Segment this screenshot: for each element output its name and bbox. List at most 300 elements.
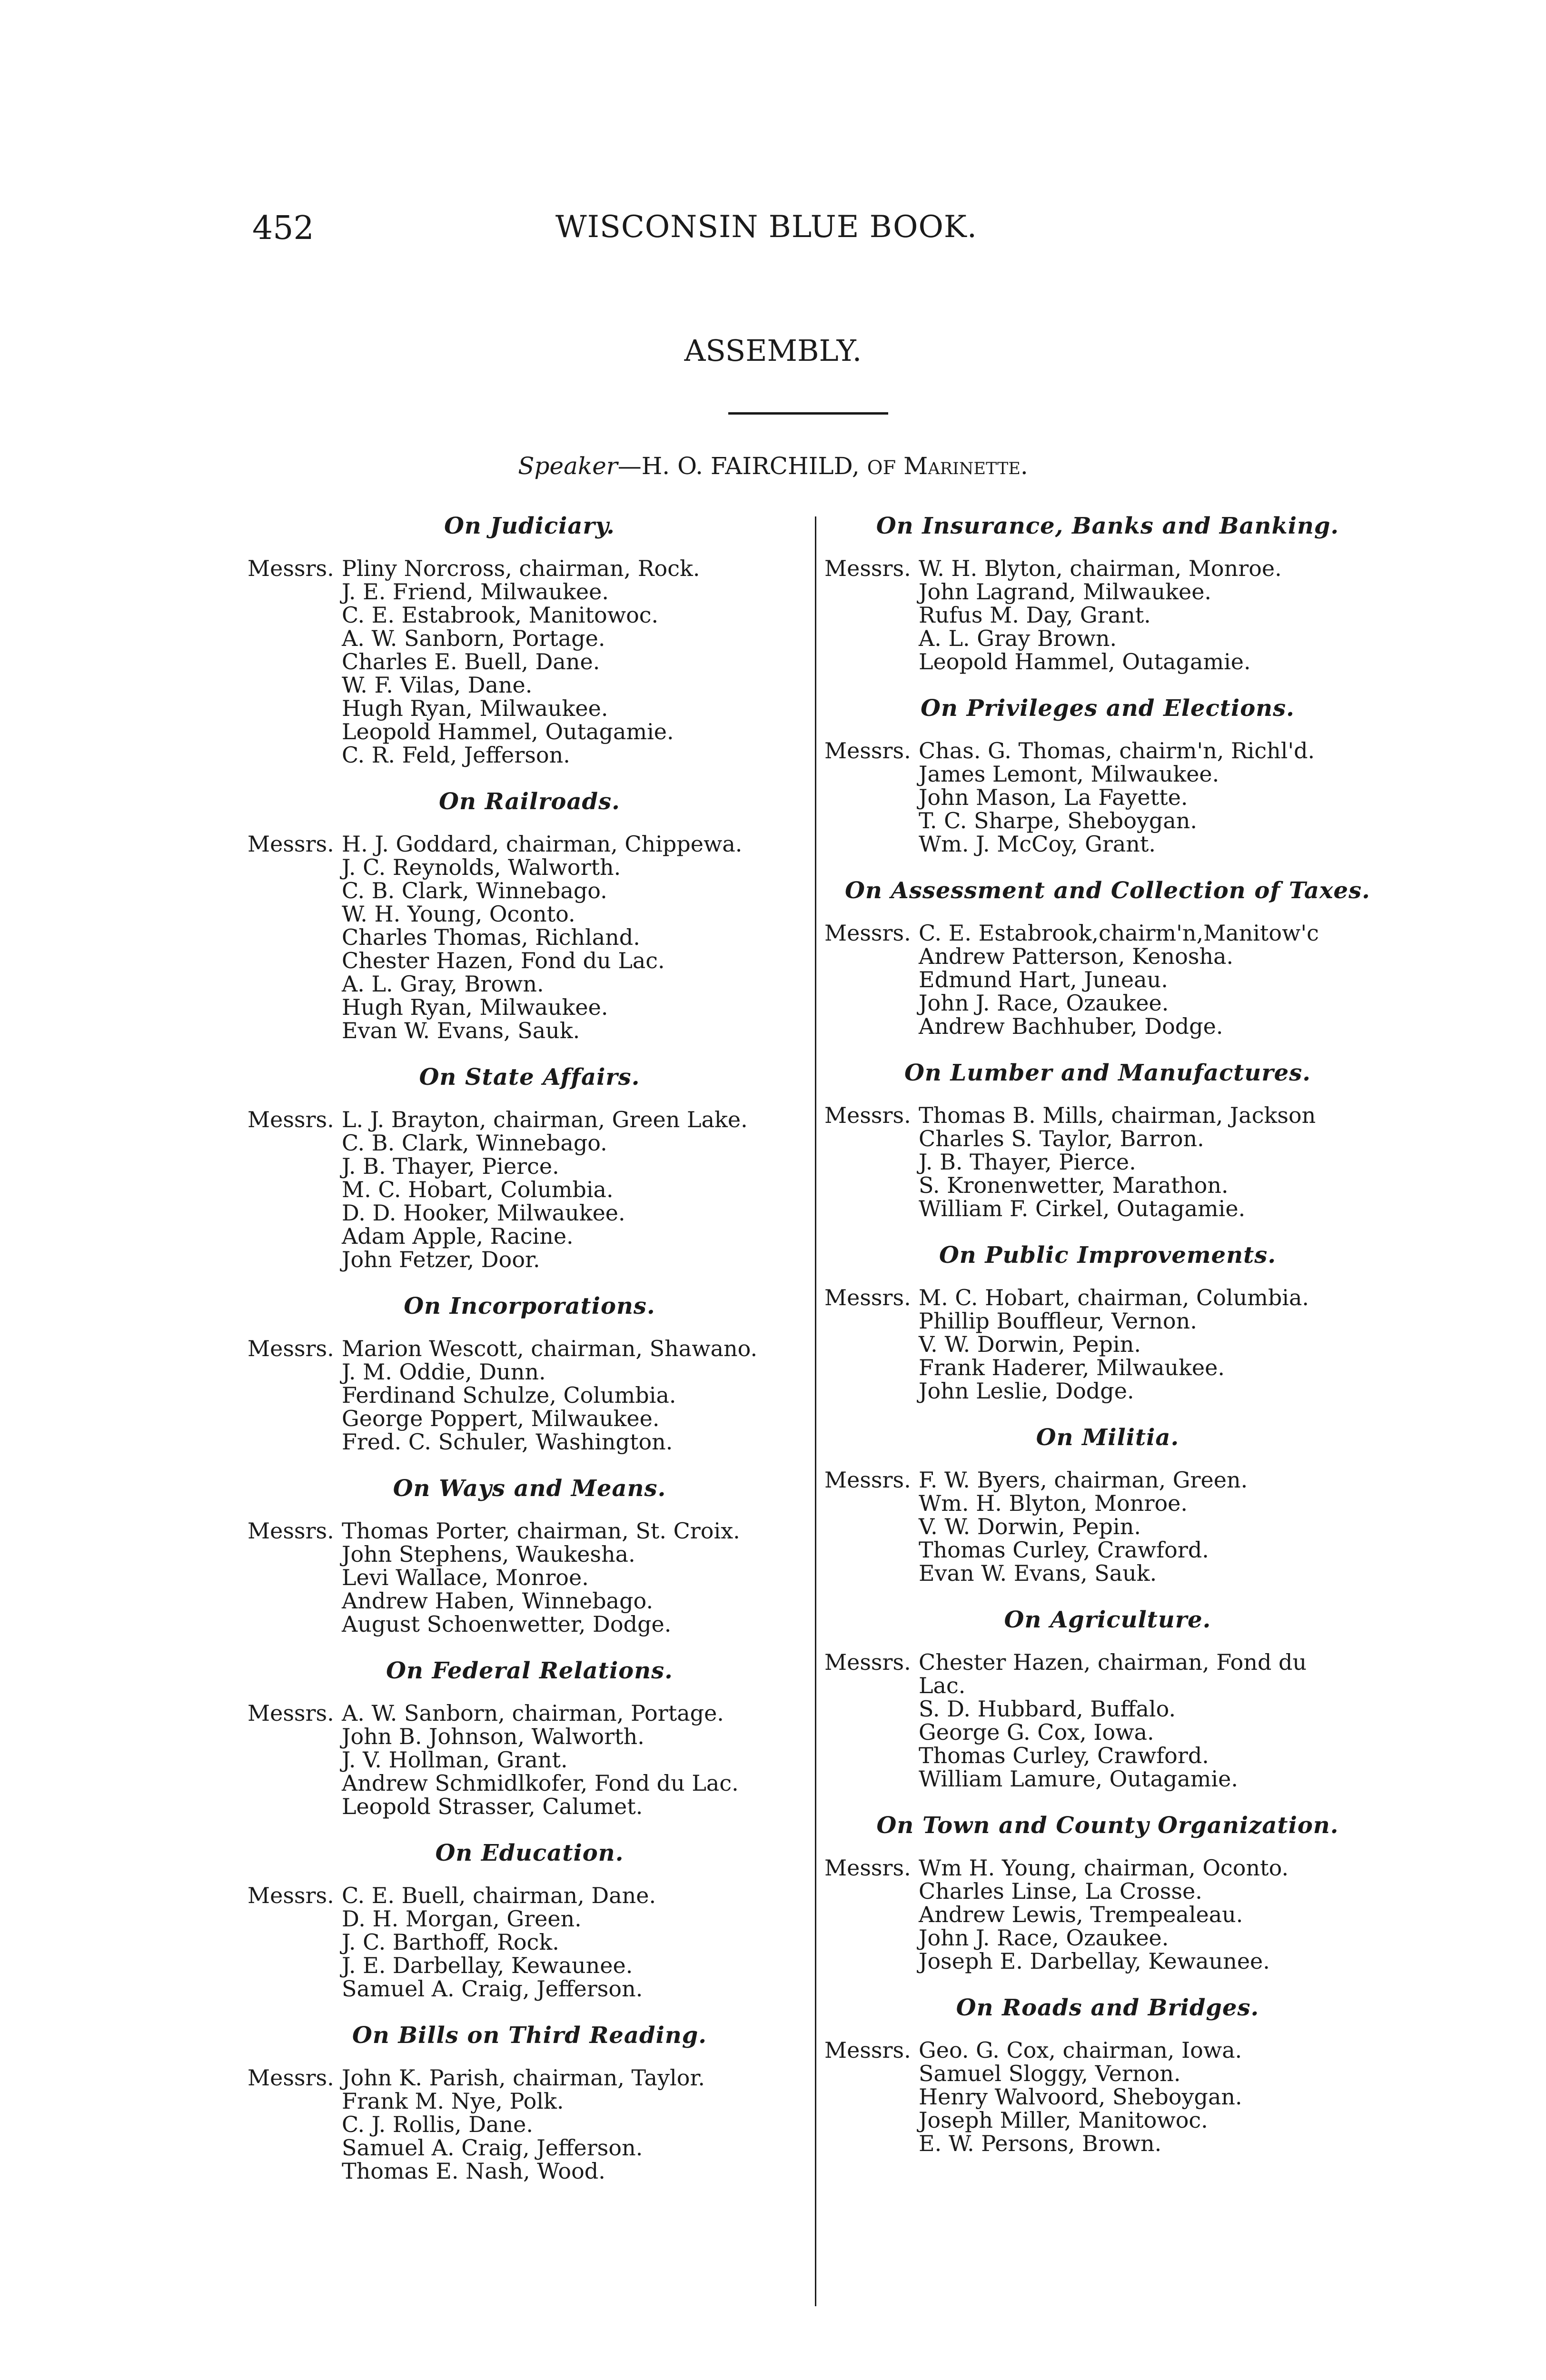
messrs-prefix: Messrs. [824, 1467, 911, 1493]
messrs-prefix [248, 1201, 342, 1225]
member-line [248, 580, 812, 604]
speaker-line [0, 452, 1546, 480]
member-line [824, 1015, 1391, 1038]
messrs-prefix: Messrs. [824, 2037, 911, 2063]
messrs-prefix [824, 604, 919, 627]
messrs-prefix [248, 1019, 342, 1042]
member-line [248, 1725, 812, 1748]
messrs-prefix: Messrs. [248, 1700, 334, 1726]
member-name: W. H. Blyton, chairman, Monroe. [919, 555, 1282, 581]
messrs-prefix [248, 926, 342, 949]
messrs-prefix [824, 1492, 919, 1515]
member-line [824, 1286, 1391, 1309]
member-line [248, 650, 812, 674]
member-name: J. C. Reynolds, Walworth. [342, 854, 621, 880]
messrs-prefix [248, 1155, 342, 1178]
member-line [248, 627, 812, 650]
member-line [824, 1174, 1391, 1197]
member-line [248, 1977, 812, 2001]
member-line [248, 1337, 812, 1360]
messrs-prefix [824, 1356, 919, 1379]
messrs-prefix: Messrs. [824, 1102, 911, 1128]
member-line [824, 992, 1391, 1015]
member-line [824, 1515, 1391, 1538]
member-list [824, 1856, 1391, 1973]
member-name: A. W. Sanborn, Portage. [342, 625, 605, 651]
messrs-prefix: Messrs. [248, 1518, 334, 1544]
member-line [248, 674, 812, 697]
member-line [248, 2090, 812, 2113]
member-line [824, 786, 1391, 809]
member-line [248, 833, 812, 856]
member-name: S. Kronenwetter, Marathon. [919, 1172, 1229, 1198]
member-line [824, 1492, 1391, 1515]
messrs-prefix [824, 763, 919, 786]
committee-title: On Railroads. [439, 788, 620, 815]
member-name: J. C. Barthoff, Rock. [342, 1929, 559, 1955]
member-line [824, 945, 1391, 968]
member-name: John J. Race, Ozaukee. [919, 1925, 1169, 1951]
left-column [248, 514, 812, 2206]
member-name: Chas. G. Thomas, chairm'n, Richl'd. [919, 738, 1315, 764]
committee-title: On Public Improvements. [939, 1242, 1277, 1269]
messrs-prefix [248, 1931, 342, 1954]
messrs-prefix [248, 1613, 342, 1636]
committee-on-incorporations [248, 1294, 812, 1454]
member-name: L. J. Brayton, chairman, Green Lake. [342, 1107, 748, 1132]
messrs-prefix [248, 1566, 342, 1589]
member-line [824, 1767, 1391, 1791]
member-name: George G. Cox, Iowa. [919, 1719, 1154, 1745]
member-line [248, 972, 812, 996]
committee-on-education [248, 1841, 812, 2001]
member-name: John J. Race, Ozaukee. [919, 990, 1169, 1016]
member-name: Wm. J. McCoy, Grant. [919, 831, 1156, 857]
member-line [824, 627, 1391, 650]
member-name: Frank M. Nye, Polk. [342, 2088, 564, 2114]
member-name: A. W. Sanborn, chairman, Portage. [342, 1700, 724, 1726]
member-name: John Mason, La Fayette. [919, 784, 1188, 810]
member-name: Wm H. Young, chairman, Oconto. [919, 1855, 1289, 1881]
member-name: J. E. Darbellay, Kewaunee. [342, 1953, 633, 1978]
committee-on-public-improvements [824, 1243, 1391, 1403]
member-line [248, 1225, 812, 1248]
messrs-prefix [824, 1744, 919, 1767]
member-line [248, 902, 812, 926]
member-list [248, 1519, 812, 1636]
messrs-prefix [824, 1538, 919, 1562]
committee-on-ways-and-means [248, 1477, 812, 1636]
member-line [248, 996, 812, 1019]
member-list [248, 1108, 812, 1271]
member-name: Evan W. Evans, Sauk. [342, 1018, 580, 1043]
committee-title: On Federal Relations. [386, 1657, 673, 1684]
member-line [248, 1907, 812, 1931]
member-name: A. L. Gray Brown. [919, 625, 1117, 651]
member-name: John Lagrand, Milwaukee. [919, 579, 1212, 605]
speaker-of: OF [867, 457, 896, 479]
messrs-prefix [824, 627, 919, 650]
member-name: C. E. Estabrook,chairm'n,Manitow'c [919, 920, 1319, 946]
messrs-prefix [248, 697, 342, 720]
member-line [248, 1019, 812, 1042]
member-name: Geo. G. Cox, chairman, Iowa. [919, 2037, 1242, 2063]
messrs-prefix [248, 1430, 342, 1454]
messrs-prefix [248, 604, 342, 627]
member-name: J. B. Thayer, Pierce. [342, 1153, 559, 1179]
column-divider [815, 516, 816, 2306]
messrs-prefix [248, 1248, 342, 1271]
member-line [824, 2085, 1391, 2109]
member-list [248, 557, 812, 767]
member-line [248, 1430, 812, 1454]
messrs-prefix [824, 945, 919, 968]
member-name: Lac. [919, 1673, 966, 1698]
member-line [248, 1884, 812, 1907]
messrs-prefix [824, 1379, 919, 1403]
member-list [824, 1651, 1391, 1791]
messrs-prefix [248, 1543, 342, 1566]
committee-title: On Privileges and Elections. [921, 695, 1295, 722]
member-line [248, 1201, 812, 1225]
member-name: Hugh Ryan, Milwaukee. [342, 994, 608, 1020]
messrs-prefix: Messrs. [824, 1285, 911, 1310]
messrs-prefix [248, 650, 342, 674]
section-title: ASSEMBLY. [684, 333, 862, 368]
messrs-prefix: Messrs. [248, 1107, 334, 1132]
member-name: Andrew Lewis, Trempealeau. [919, 1902, 1243, 1927]
messrs-prefix [248, 879, 342, 902]
member-name: Evan W. Evans, Sauk. [919, 1560, 1157, 1586]
messrs-prefix [248, 627, 342, 650]
member-line [824, 604, 1391, 627]
member-list [248, 1884, 812, 2001]
messrs-prefix [824, 1562, 919, 1585]
member-line [824, 2109, 1391, 2132]
member-line [824, 1562, 1391, 1585]
member-line [824, 809, 1391, 833]
member-line [824, 1651, 1391, 1674]
member-line [824, 580, 1391, 604]
member-list [824, 739, 1391, 856]
committee-on-assessment-and-collection-of-taxes [824, 879, 1391, 1038]
member-line [248, 1384, 812, 1407]
member-line [248, 2160, 812, 2183]
member-line [824, 650, 1391, 674]
member-name: John B. Johnson, Walworth. [342, 1724, 644, 1749]
member-line [824, 968, 1391, 992]
member-name: H. J. Goddard, chairman, Chippewa. [342, 831, 743, 857]
speaker-dash: — [617, 452, 642, 480]
messrs-prefix [824, 1333, 919, 1356]
member-name: William Lamure, Outagamie. [919, 1766, 1238, 1792]
messrs-prefix [824, 2062, 919, 2085]
member-name: C. E. Estabrook, Manitowoc. [342, 602, 659, 628]
member-line [248, 1360, 812, 1384]
member-name: T. C. Sharpe, Sheboygan. [919, 808, 1198, 833]
member-name: Leopold Strasser, Calumet. [342, 1794, 643, 1819]
member-line [248, 856, 812, 879]
messrs-prefix: Messrs. [824, 555, 911, 581]
committee-title: On Education. [435, 1840, 624, 1866]
member-name: Wm. H. Blyton, Monroe. [919, 1490, 1188, 1516]
member-name: Samuel A. Craig, Jefferson. [342, 1976, 643, 2002]
member-name: John K. Parish, chairman, Taylor. [342, 2065, 705, 2091]
member-name: Levi Wallace, Monroe. [342, 1565, 589, 1590]
committee-on-town-and-county-organization [824, 1814, 1391, 1973]
member-name: J. V. Hollman, Grant. [342, 1747, 568, 1773]
messrs-prefix [248, 1360, 342, 1384]
messrs-prefix [248, 674, 342, 697]
member-list [248, 1702, 812, 1818]
member-name: J. M. Oddie, Dunn. [342, 1359, 546, 1385]
member-line [824, 1950, 1391, 1973]
messrs-prefix [248, 1954, 342, 1977]
messrs-prefix: Messrs. [248, 1336, 334, 1361]
messrs-prefix [824, 2085, 919, 2109]
committee-on-judiciary [248, 514, 812, 767]
member-line [248, 1931, 812, 1954]
messrs-prefix [824, 2132, 919, 2155]
member-name: Fred. C. Schuler, Washington. [342, 1429, 673, 1455]
member-name: Leopold Hammel, Outagamie. [342, 719, 674, 744]
member-line [824, 1127, 1391, 1150]
member-line [248, 879, 812, 902]
committee-on-militia [824, 1426, 1391, 1585]
member-line [248, 1566, 812, 1589]
messrs-prefix: Messrs. [248, 2065, 334, 2091]
member-name: F. W. Byers, chairman, Green. [919, 1467, 1248, 1493]
member-line [824, 1197, 1391, 1220]
messrs-prefix [248, 1225, 342, 1248]
member-name: Thomas E. Nash, Wood. [342, 2158, 605, 2184]
member-name: Pliny Norcross, chairman, Rock. [342, 555, 700, 581]
member-name: Andrew Haben, Winnebago. [342, 1588, 654, 1614]
member-name: John Fetzer, Door. [342, 1247, 540, 1272]
page-number: 452 [252, 209, 314, 247]
running-head [252, 209, 1280, 252]
committee-title: On Militia. [1036, 1424, 1179, 1451]
messrs-prefix [824, 1309, 919, 1333]
member-line [248, 1543, 812, 1566]
committee-on-federal-relations [248, 1659, 812, 1818]
messrs-prefix [248, 1725, 342, 1748]
member-line [248, 1108, 812, 1131]
member-name: Charles Linse, La Crosse. [919, 1878, 1202, 1904]
member-name: Chester Hazen, Fond du Lac. [342, 948, 665, 973]
member-list [248, 1337, 812, 1454]
member-line [824, 1150, 1391, 1174]
member-line [248, 2113, 812, 2136]
member-name: C. E. Buell, chairman, Dane. [342, 1883, 656, 1908]
member-line [248, 1795, 812, 1818]
messrs-prefix: Messrs. [248, 1883, 334, 1908]
speaker-name: H. O. FAIRCHILD, [641, 452, 860, 480]
member-list [248, 833, 812, 1042]
committee-title: On Agriculture. [1004, 1606, 1211, 1633]
committee-on-railroads [248, 790, 812, 1042]
member-line [824, 2039, 1391, 2062]
speaker-place: Marinette. [903, 452, 1028, 480]
messrs-prefix [248, 1178, 342, 1201]
member-name: John Stephens, Waukesha. [342, 1541, 635, 1567]
messrs-prefix [824, 1515, 919, 1538]
member-name: Andrew Bachhuber, Dodge. [919, 1013, 1223, 1039]
member-name: Phillip Bouffleur, Vernon. [919, 1308, 1197, 1334]
committee-on-insurance-banks-and-banking [824, 514, 1391, 674]
member-name: James Lemont, Milwaukee. [919, 761, 1219, 787]
member-name: Edmund Hart, Juneau. [919, 967, 1168, 992]
member-list [248, 2066, 812, 2183]
member-name: August Schoenwetter, Dodge. [342, 1611, 672, 1637]
messrs-prefix [248, 972, 342, 996]
messrs-prefix [824, 833, 919, 856]
committee-title: On Bills on Third Reading. [352, 2022, 707, 2049]
messrs-prefix [248, 2090, 342, 2113]
member-line [248, 1613, 812, 1636]
messrs-prefix [824, 809, 919, 833]
member-name: Henry Walvoord, Sheboygan. [919, 2084, 1242, 2110]
messrs-prefix [248, 1772, 342, 1795]
messrs-prefix [824, 580, 919, 604]
member-name: William F. Cirkel, Outagamie. [919, 1196, 1246, 1221]
member-name: A. L. Gray, Brown. [342, 971, 544, 997]
committee-title: On Incorporations. [404, 1293, 655, 1319]
member-name: Ferdinand Schulze, Columbia. [342, 1382, 676, 1408]
messrs-prefix [248, 2136, 342, 2160]
committee-title: On Ways and Means. [393, 1475, 666, 1502]
member-line [824, 1468, 1391, 1492]
messrs-prefix [824, 1015, 919, 1038]
member-line [248, 1772, 812, 1795]
messrs-prefix: Messrs. [824, 738, 911, 764]
messrs-prefix [824, 650, 919, 674]
messrs-prefix [824, 1174, 919, 1197]
member-list [824, 1104, 1391, 1220]
member-name: Chester Hazen, chairman, Fond du [919, 1649, 1307, 1675]
messrs-prefix: Messrs. [248, 831, 334, 857]
messrs-prefix [248, 949, 342, 972]
messrs-prefix [248, 1748, 342, 1772]
member-name: V. W. Dorwin, Pepin. [919, 1331, 1141, 1357]
messrs-prefix [824, 786, 919, 809]
member-name: Charles Thomas, Richland. [342, 924, 640, 950]
member-name: W. F. Vilas, Dane. [342, 672, 533, 698]
member-name: George Poppert, Milwaukee. [342, 1406, 660, 1431]
messrs-prefix [824, 1926, 919, 1950]
messrs-prefix: Messrs. [824, 1649, 911, 1675]
member-line [824, 1674, 1391, 1697]
member-line [248, 926, 812, 949]
member-line [248, 1519, 812, 1543]
member-list [824, 557, 1391, 674]
messrs-prefix [248, 1131, 342, 1155]
member-line [824, 922, 1391, 945]
member-line [824, 1721, 1391, 1744]
member-name: M. C. Hobart, chairman, Columbia. [919, 1285, 1309, 1310]
messrs-prefix [824, 992, 919, 1015]
committee-on-lumber-and-manufactures [824, 1061, 1391, 1220]
messrs-prefix [824, 1721, 919, 1744]
member-list [824, 2039, 1391, 2155]
committee-title: On Lumber and Manufactures. [904, 1060, 1311, 1086]
committee-title: On Assessment and Collection of Taxes. [845, 877, 1370, 904]
member-line [824, 1697, 1391, 1721]
member-name: S. D. Hubbard, Buffalo. [919, 1696, 1176, 1722]
member-name: J. E. Friend, Milwaukee. [342, 579, 609, 605]
messrs-prefix [824, 1950, 919, 1973]
messrs-prefix [824, 1903, 919, 1926]
member-line [824, 1379, 1391, 1403]
member-line [824, 1356, 1391, 1379]
member-line [824, 1903, 1391, 1926]
member-name: J. B. Thayer, Pierce. [919, 1149, 1136, 1175]
member-name: C. B. Clark, Winnebago. [342, 878, 607, 903]
member-list [824, 922, 1391, 1038]
member-name: E. W. Persons, Brown. [919, 2131, 1162, 2156]
messrs-prefix [248, 1384, 342, 1407]
member-name: Thomas Curley, Crawford. [919, 1537, 1209, 1563]
messrs-prefix: Messrs. [824, 1855, 911, 1881]
messrs-prefix [248, 720, 342, 744]
member-line [248, 1748, 812, 1772]
committee-on-bills-on-third-reading [248, 2023, 812, 2183]
member-name: Thomas Porter, chairman, St. Croix. [342, 1518, 740, 1544]
messrs-prefix [248, 2113, 342, 2136]
member-line [248, 1248, 812, 1271]
member-name: Frank Haderer, Milwaukee. [919, 1355, 1225, 1380]
member-name: Thomas Curley, Crawford. [919, 1743, 1209, 1768]
messrs-prefix [824, 1127, 919, 1150]
member-list [824, 1468, 1391, 1585]
member-name: Andrew Patterson, Kenosha. [919, 943, 1234, 969]
member-name: Marion Wescott, chairman, Shawano. [342, 1336, 758, 1361]
member-line [824, 1104, 1391, 1127]
member-name: Andrew Schmidlkofer, Fond du Lac. [342, 1770, 739, 1796]
member-line [824, 739, 1391, 763]
committee-on-state-affairs [248, 1065, 812, 1271]
member-line [824, 2062, 1391, 2085]
messrs-prefix [248, 902, 342, 926]
member-line [248, 1155, 812, 1178]
member-name: Charles S. Taylor, Barron. [919, 1126, 1204, 1151]
messrs-prefix [248, 856, 342, 879]
member-name: Samuel Sloggy, Vernon. [919, 2061, 1181, 2086]
messrs-prefix [824, 1197, 919, 1220]
member-line [248, 2136, 812, 2160]
member-line [824, 2132, 1391, 2155]
committee-on-privileges-and-elections [824, 696, 1391, 856]
member-line [248, 720, 812, 744]
committee-title: On Roads and Bridges. [956, 1994, 1259, 2021]
messrs-prefix: Messrs. [248, 555, 334, 581]
member-line [248, 604, 812, 627]
member-name: D. D. Hooker, Milwaukee. [342, 1200, 625, 1226]
member-line [824, 1880, 1391, 1903]
member-line [248, 2066, 812, 2090]
member-line [248, 1702, 812, 1725]
member-line [248, 1589, 812, 1613]
member-name: C. R. Feld, Jefferson. [342, 742, 570, 768]
messrs-prefix [824, 1697, 919, 1721]
member-name: John Leslie, Dodge. [919, 1378, 1134, 1404]
committee-title: On Town and County Organization. [876, 1812, 1339, 1839]
messrs-prefix [248, 1589, 342, 1613]
member-line [248, 1407, 812, 1430]
messrs-prefix [824, 1674, 919, 1697]
member-name: Adam Apple, Racine. [342, 1223, 574, 1249]
member-line [248, 1131, 812, 1155]
